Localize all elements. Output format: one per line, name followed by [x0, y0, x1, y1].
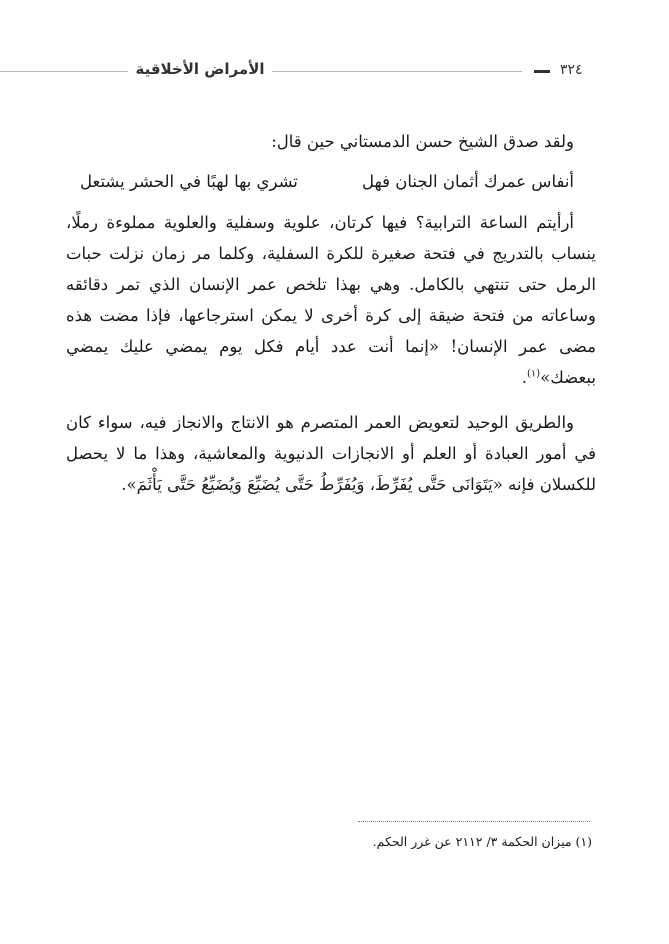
paragraph-hourglass-text: أرأيتم الساعة الترابية؟ فيها كرتان، علوية وسفلية والعلوية مملوءة رملًا، ينساب بالتدريج في فتحة صغيرة للكرة السفلية، وكلما مر زمان نزلت حبات الرمل حتى تنتهي بالكامل. وهي بهذا تلخص عمر الإنسان الذي تمر دقائقه وساعاته من فتحة ضيقة إلى كرة أخرى لا يمكن استرجاعها، فإذا مضت هذه مضى عمر الإنسان! «إنما أنت عدد أيام فكل يوم يمضي عليك يمضي ببعضك»	[66, 213, 596, 387]
poem-first-hemistich: أنفاس عمرك أثمان الجنان فهل	[362, 172, 574, 191]
paragraph-hourglass-end: .	[521, 368, 527, 387]
footnote-separator	[358, 821, 590, 822]
page-number: ٣٢٤	[560, 62, 583, 78]
running-header	[0, 58, 669, 86]
poem-second-hemistich: تشري بها لهبًا في الحشر يشتعل	[80, 172, 298, 191]
footnote: (١) ميزان الحكمة ٣/ ٢١١٢ عن غرر الحكم.	[372, 834, 592, 849]
header-rule-left	[0, 71, 128, 72]
page-body	[66, 126, 596, 500]
intro-line: ولقد صدق الشيخ حسن الدمستاني حين قال:	[271, 132, 574, 151]
poem-verse	[66, 166, 596, 197]
header-dash	[534, 70, 550, 73]
header-rule-middle	[272, 71, 522, 72]
paragraph-productivity: والطريق الوحيد لتعويض العمر المتصرم هو الانتاج والانجاز فيه، سواء كان في أمور العبادة أو العلم أو الانجازات الدنيوية والمعاشية، وهذا ما لا يحصل للكسلان فإنه «يَتَوَانَى حَتَّى يُفَرِّطَ، وَيُفَرِّطُ حَتَّى يُضَيِّعَ وَيُضَيِّعُ حَتَّى يَأْثَمَ».	[66, 413, 596, 494]
footnote-reference[interactable]: (١)	[526, 368, 541, 380]
chapter-title: الأمراض الأخلاقية	[135, 60, 265, 78]
paragraph-hourglass	[66, 207, 596, 393]
